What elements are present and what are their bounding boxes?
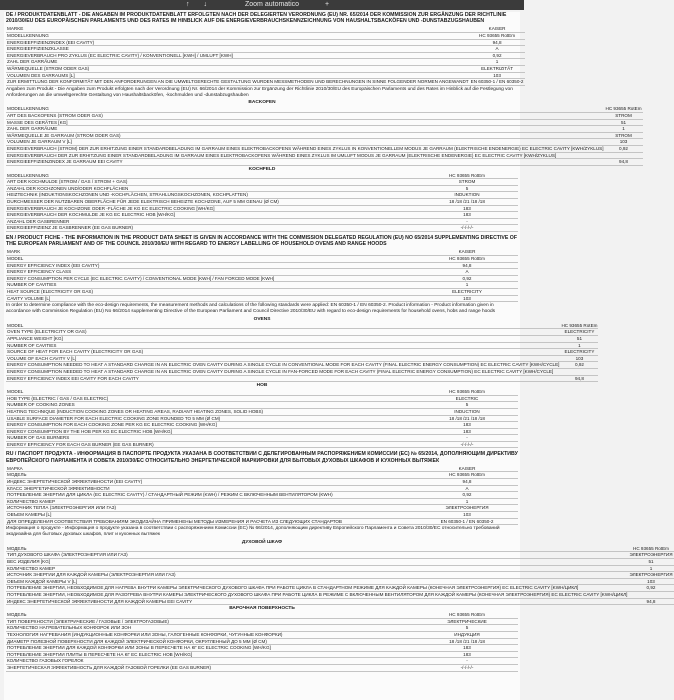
row-value: 103 bbox=[470, 72, 525, 79]
row-label: ENERGY CONSUMPTION FOR EACH COOKING ZONE PER KG EC ELECTRIC COOKING [WH/KG] bbox=[6, 422, 416, 429]
table-row bbox=[6, 179, 518, 186]
table-row bbox=[6, 269, 518, 276]
page-nav-arrows[interactable]: ↑ ↓ bbox=[186, 1, 213, 8]
table-row bbox=[6, 422, 518, 429]
table-row bbox=[6, 205, 518, 212]
row-label: ПОТРЕБЛЕНИЕ ЭНЕРГИИ ПЛИТЫ В ПЕРЕСЧЕТЕ НА КГ EC ELECTRIC HOB [WH/KG] bbox=[6, 651, 416, 658]
de-backofen-title: BACKOFEN bbox=[248, 100, 276, 106]
table-row bbox=[6, 256, 518, 263]
row-label: MODEL bbox=[6, 256, 416, 263]
row-value: KAISER bbox=[416, 249, 518, 255]
row-label: USABLE SURFACE DIAMETER FOR EACH ELECTRIC COOKING ZONE ROUNDED TO 5 MM (Ø CM) bbox=[6, 415, 416, 422]
table-row bbox=[6, 428, 518, 435]
row-label: HOB TYPE (ELECTRIC / GAS / GAS ELECTRIC) bbox=[6, 395, 416, 402]
row-value: -/-/-/-/- bbox=[416, 441, 518, 448]
en-note: In order to determine compliance with the eco-design requirements, the measurement methods and calculations of the following standards were applied: EN 60350-1 / EN 60350-2. Product information - Product information given in accordance with Commission Regulation (EU) No 66/2014 supplementing Directive of the European Parliament and Council Directive 2010/30/EU with regard to eco-design requirements for household ovens, hobs and range hoods bbox=[6, 303, 496, 314]
row-value: 5 bbox=[416, 625, 518, 632]
table-row bbox=[6, 472, 518, 479]
row-label: ANZAHL DER GASBRENNER bbox=[6, 218, 416, 225]
row-value: 51 bbox=[605, 119, 643, 126]
row-value: HC 93655 RotEm bbox=[605, 106, 642, 112]
row-value: 103 bbox=[416, 512, 518, 519]
table-row bbox=[6, 126, 643, 133]
row-value: ELECTRIC bbox=[416, 395, 518, 402]
table-row bbox=[6, 79, 525, 86]
row-value: ELECTRICITY bbox=[560, 329, 598, 336]
row-label: ТИП ПОВЕРХНОСТИ (ЭЛЕКТРИЧЕСКИЕ / ГАЗОВЫЕ / ЭЛЕКТРОГАЗОВЫЕ) bbox=[6, 618, 416, 625]
table-row bbox=[6, 375, 598, 382]
table-row bbox=[6, 415, 518, 422]
row-value bbox=[560, 368, 598, 375]
row-label: ИСТОЧНИК ТЕПЛА (ЭЛЕКТРОЭНЕРГИЯ ИЛИ ГАЗ) bbox=[6, 505, 416, 512]
table-row bbox=[6, 159, 643, 166]
row-label: КОЛИЧЕСТВО КАМЕР bbox=[6, 565, 628, 572]
table-row bbox=[6, 479, 518, 486]
en-label-table bbox=[6, 249, 518, 302]
row-label: MARKE bbox=[6, 26, 470, 32]
row-value: 103 bbox=[560, 355, 598, 362]
en-hob-table bbox=[6, 389, 518, 448]
row-value bbox=[605, 152, 643, 159]
row-value: INDUKTION bbox=[416, 192, 518, 199]
row-label: МОДЕЛЬ bbox=[6, 472, 416, 479]
row-value: 0,92 bbox=[416, 275, 518, 282]
table-row bbox=[6, 185, 518, 192]
table-row bbox=[6, 651, 518, 658]
row-label: MARK bbox=[6, 249, 416, 255]
row-label: VOLUMEN DES GARRAUMS [L] bbox=[6, 72, 470, 79]
row-label: ENERGY EFFICIENCY INDEX (EEI CAVITY) bbox=[6, 262, 416, 269]
row-label: MODEL bbox=[6, 389, 416, 395]
row-value: 0,92 bbox=[628, 585, 673, 592]
row-value: ЭЛЕКТРОЭНЕРГИЯ bbox=[416, 505, 518, 512]
ru-label-table bbox=[6, 466, 518, 525]
table-row bbox=[6, 192, 518, 199]
row-value: 94,8 bbox=[560, 375, 598, 382]
table-row bbox=[6, 362, 598, 369]
row-value: A bbox=[470, 46, 525, 53]
row-label: ENERGIEEFFIZIENZ JE GASBRENNER (EE GAS BURNER) bbox=[6, 225, 416, 232]
row-label: ZUR ERMITTLUNG DER KONFORMITÄT MIT DEN ANFORDERUNGEN AN DIE UMWELTGERECHTE GESTALTUNG WURDEN MESSMETHODEN UND BERECHNUNGEN IN SINNE FOLGENDER NORMEN ANGEWANDT bbox=[7, 79, 469, 85]
row-label: ZAHL DER GARRÄUME bbox=[6, 126, 605, 133]
row-value: ELECTRICITY bbox=[416, 289, 518, 296]
row-label: MODELLKENNUNG bbox=[6, 173, 416, 179]
row-label: ИНДЕКС ЭНЕРГЕТИЧЕСКОЙ ЭФФЕКТИВНОСТИ ДЛЯ КАЖДОЙ КАМЕРЫ EEI CAVITY bbox=[6, 598, 628, 605]
row-value: 1 bbox=[416, 498, 518, 505]
row-value: 18 /18 /21 /18 /18 bbox=[416, 638, 518, 645]
en-ovens-table bbox=[6, 323, 598, 382]
row-value: 1 bbox=[605, 126, 643, 133]
table-row bbox=[6, 65, 525, 72]
table-row bbox=[6, 552, 674, 559]
table-row bbox=[6, 505, 518, 512]
de-kochfeld-title: KOCHFELD bbox=[248, 166, 276, 172]
row-label: CAVITY VOLUME [L] bbox=[6, 295, 416, 302]
row-value: 0,92 bbox=[605, 145, 643, 152]
row-value: KAISER bbox=[470, 26, 525, 32]
row-label: HEAT SOURCE (ELECTRICITY OR GAS) bbox=[6, 289, 416, 296]
table-row bbox=[6, 39, 525, 46]
document-page bbox=[4, 12, 673, 700]
row-value: A bbox=[416, 485, 518, 492]
table-row bbox=[6, 408, 518, 415]
row-label: ОБЪЕМ КАМЕРЫ [L] bbox=[6, 512, 416, 519]
table-row bbox=[6, 145, 643, 152]
ru-oven-table bbox=[6, 546, 674, 605]
row-label: МОДЕЛЬ bbox=[6, 612, 416, 618]
row-label: ENERGIEVERBRAUCH (STROM) DER ZUR ERHITZUNG EINER STANDARDBELADUNG IM GARRAUM EINES ELEKTROBACKOFENS WÄHREND EINES ZYKLUS IN KONVENTIONELLEM MODUS JE GARRAUM (ELEKTRISCHE ENDENERGIE) EC ELECTRIC CAVITY [KWH/ZYKLUS] bbox=[7, 145, 604, 151]
en-hob-title: HOB bbox=[256, 383, 268, 389]
table-row bbox=[6, 664, 518, 671]
table-row bbox=[6, 441, 518, 448]
table-row bbox=[6, 342, 598, 349]
row-value: HC 93655 RotEm bbox=[561, 322, 598, 328]
row-value: A bbox=[416, 269, 518, 276]
row-label: ENERGIEVERBRAUCH JE KOCHZONE ODER -FLÄCHE JE KG EC ELECTRIC COOKING [WH/KG] bbox=[6, 205, 416, 212]
ru-hob-table bbox=[6, 612, 518, 671]
table-row bbox=[6, 225, 518, 232]
row-value: ЭЛЕКТРОЭНЕРГИЯ bbox=[629, 552, 673, 558]
row-label: ENERGY CONSUMPTION NEEDED TO HEAT A STANDARD CHARGE IN AN ELECTRIC OVEN CAVITY DURING A SINGLE CYCLE IN CONVENTIONAL MODE FOR EACH CAVITY (FINAL ELECTRIC ENERGY CONSUMPTION) EC ELECTRIC CAVITY [KWH/CYCLE] bbox=[7, 362, 560, 368]
row-label: NUMBER OF CAVITIES bbox=[6, 342, 560, 349]
table-row bbox=[6, 572, 674, 579]
table-row bbox=[6, 33, 525, 40]
table-row bbox=[6, 112, 643, 119]
row-label: МАРКА bbox=[6, 466, 416, 472]
row-label: ANZAHL DER KOCHZONEN UND/ODER KOCHFLÄCHEN bbox=[6, 185, 416, 192]
table-row bbox=[6, 132, 643, 139]
table-row bbox=[6, 598, 674, 605]
row-label: ENERGIEVERBRAUCH DER KOCHMULDE JE KG EC ELECTRIC HOB [WH/KG] bbox=[6, 212, 416, 219]
table-row bbox=[6, 199, 518, 206]
row-value: 5 bbox=[416, 402, 518, 409]
row-value: 18 /18 /21 /18 /18 bbox=[416, 415, 518, 422]
row-value: 51 bbox=[560, 335, 598, 342]
row-label: MODELLKENNUNG bbox=[6, 33, 470, 40]
table-row bbox=[6, 591, 674, 598]
table-row bbox=[6, 282, 518, 289]
row-label: ENERGY CONSUMPTION PER CYCLE (EC ELECTRIC CAVITY) / CONVENTIONAL MODE [KWH] / FAN FORCED MODE [KWH] bbox=[6, 275, 416, 282]
row-value: 0,92 bbox=[416, 492, 518, 499]
row-value: - bbox=[416, 435, 518, 442]
table-row bbox=[6, 295, 518, 302]
row-label: ОБЪЕМ КАЖДОЙ КАМЕРЫ V [L] bbox=[6, 578, 628, 585]
row-value: HC 93655 RotEm bbox=[628, 546, 673, 552]
table-row bbox=[6, 512, 518, 519]
row-label: SOURCE OF HEAT FOR EACH CAVITY (ELECTRICITY OR GAS) bbox=[6, 349, 560, 356]
table-row bbox=[6, 492, 518, 499]
row-value: HC 93655 RotEm bbox=[470, 33, 525, 40]
row-label: КОЛИЧЕСТВО ГАЗОВЫХ ГОРЕЛОК bbox=[6, 658, 416, 665]
table-row bbox=[6, 565, 674, 572]
row-label: ZAHL DER GARRÄUME bbox=[6, 59, 470, 66]
row-value: 103 bbox=[628, 578, 673, 585]
ru-oven-title: ДУХОВОЙ ШКАФ bbox=[241, 539, 283, 545]
table-row bbox=[6, 152, 643, 159]
row-label: OVEN TYPE (ELECTRICITY OR GAS) bbox=[6, 329, 560, 336]
row-value: STROM bbox=[605, 112, 643, 119]
de-intro: DE / PRODUKTDATENBLATT - DIE ANGABEN IM PRODUKTDATENBLATT ERFOLGTEN NACH DER DELEGIERTEN VERORDNUNG (EU) NR. 65/2014 DER KOMMISSION ZUR ERGÄNZUNG DER RICHTLINIE 2010/30/EU DES EUROPÄISCHEN PARLAMENTS UND DES RATES IM HINBLICK AUF DIE ENERGIEVERBRAUCHSKENNZEICHNUNG VON HAUSHALTSBACKÖFEN UND -DUNSTABZUGSHAUBEN bbox=[6, 12, 507, 25]
row-label: APPLIANCE WEIGHT [KG] bbox=[6, 335, 560, 342]
row-label: WÄRMEQUELLE (STROM ODER GAS) bbox=[6, 65, 470, 72]
row-value: 1 bbox=[560, 342, 598, 349]
row-label: NUMBER OF CAVITIES bbox=[6, 282, 416, 289]
row-label: ENERGY CONSUMPTION NEEDED TO HEAT A STANDARD CHARGE IN AN ELECTRIC OVEN CAVITY DURING A SINGLE CYCLE IN FAN-FORCED MODE FOR EACH CAVITY (FINAL ELECTRIC ENERGY CONSUMPTION) EC ELECTRIC CAVITY [KWH/CYCLE] bbox=[6, 368, 560, 375]
row-value: 94,8 bbox=[416, 262, 518, 269]
table-row bbox=[6, 618, 518, 625]
row-value: STROM bbox=[416, 179, 518, 186]
table-row bbox=[6, 518, 518, 525]
row-value: ELEKTRIZITÄT bbox=[470, 65, 525, 72]
viewer-toolbar bbox=[0, 0, 524, 10]
row-value: HC 93655 RotEm bbox=[416, 389, 518, 395]
table-row bbox=[6, 585, 674, 592]
row-value: 1 bbox=[416, 282, 518, 289]
row-value: ELECTRICITY bbox=[560, 349, 598, 356]
table-row bbox=[6, 218, 518, 225]
row-value: 0,92 bbox=[470, 52, 525, 59]
de-kochfeld-table bbox=[6, 173, 518, 232]
row-label: ПОТРЕБЛЕНИЕ ЭНЕРГИИ, НЕОБХОДИМОЕ ДЛЯ НАГРЕВА ВНУТРИ КАМЕРЫ ЭЛЕКТРИЧЕСКОГО ДУХОВОГО ШКАФА ПРИ РАБОТЕ ЦИКЛА В СТАНДАРТНОМ РЕЖИМЕ ДЛЯ КАЖДОЙ КАМЕРЫ (КОНЕЧНАЯ ЭЛЕКТРОЭНЕРГИЯ) EC ELECTRIC CAVITY [KWH/ЦИКЛ] bbox=[6, 585, 628, 592]
table-row bbox=[6, 52, 525, 59]
table-row bbox=[6, 139, 643, 146]
table-row bbox=[6, 329, 598, 336]
table-row bbox=[6, 631, 518, 638]
row-value: 103 bbox=[416, 295, 518, 302]
ru-note: Информация о продукте - Информация о продукте указана в соответствии с распоряжением Комиссии (ЕС) № 66/2014, дополняющим директиву Европейского Парламента и Совета 2010/30/ЕС относительно требований экодизайна для бытовых духовых шкафов, плит и кухонных вытяжек bbox=[6, 526, 500, 538]
en-ovens-title: OVENS bbox=[253, 316, 271, 322]
table-row bbox=[6, 72, 525, 79]
row-value: ИНДУКЦИЯ bbox=[416, 631, 518, 638]
ru-intro: RU / ПАСПОРТ ПРОДУКТА - ИНФОРМАЦИЯ В ПАСПОРТЕ ПРОДУКТА УКАЗАНА В СООТВЕТСТВИИ С ДЕЛЕГИРОВАННЫМ РАСПОРЯЖЕНИЕМ КОМИССИИ (ЕС) № 65/2014, ДОПОЛНЯЮЩИМ ДИРЕКТИВУ ЕВРОПЕЙСКОГО ПАРЛАМЕНТА И СОВЕТА 2010/30/ЕС ОТНОСИТЕЛЬНО ЭНЕРГЕТИЧЕСКОЙ МАРКИРОВКИ ДЛЯ БЫТОВЫХ ДУХОВЫХ ШКАФОВ И КУХОННЫХ ВЫТЯЖЕК bbox=[6, 451, 518, 464]
row-label: ДИАМЕТР ПОЛЕЗНОЙ ПОВЕРХНОСТИ ДЛЯ КАЖДОЙ ЭЛЕКТРИЧЕСКОЙ КОНФОРКИ, ОКРУГЛЕННЫЙ ДО 5 ММ (Ø CM) bbox=[6, 638, 416, 645]
row-value: 94,8 bbox=[605, 159, 643, 166]
table-row bbox=[6, 578, 674, 585]
row-label: КОЛИЧЕСТВО НАГРЕВАТЕЛЬНЫХ КОНФОРОК ИЛИ ЗОН bbox=[6, 625, 416, 632]
row-value: 183 bbox=[416, 651, 518, 658]
row-value: 183 bbox=[416, 212, 518, 219]
row-value: 0,92 bbox=[560, 362, 598, 369]
row-label: ПОТРЕБЛЕНИЕ ЭНЕРГИИ, НЕОБХОДИМОЕ ДЛЯ РАЗОГРЕВА ВНУТРИ КАМЕРЫ ЭЛЕКТРИЧЕСКОГО ДУХОВОГО ШКАФА ПРИ РАБОТЕ ЦИКЛА В РЕЖИМЕ С ВКЛЮЧЕННЫМ ВЕНТИЛЯТОРОМ ДЛЯ КАЖДОЙ КАМЕРЫ (КОНЕЧНАЯ ЭЛЕКТРОЭНЕРГИЯ) EC ELECTRIC CAVITY [KWH/ЦИКЛ] bbox=[7, 591, 628, 597]
table-row bbox=[6, 275, 518, 282]
row-value: INDUCTION bbox=[416, 408, 518, 415]
row-value: EN 60350-1 / EN 60350-2 bbox=[470, 79, 524, 85]
table-row bbox=[6, 349, 598, 356]
row-label: ВЕС ИЗДЕЛИЯ [KG] bbox=[6, 559, 628, 566]
de-label-table bbox=[6, 26, 525, 85]
row-value: -/-/-/-/- bbox=[416, 664, 518, 671]
row-value: 18 /18 /21 /18 /18 bbox=[416, 199, 518, 206]
row-label: ПОТРЕБЛЕНИЕ ЭНЕРГИИ ДЛЯ КАЖДОЙ КОНФОРКИ ИЛИ ЗОНЫ В ПЕРЕСЧЕТЕ НА КГ EC ELECTRIC COOKING [WH/KG] bbox=[6, 645, 416, 652]
row-label: МОДЕЛЬ bbox=[6, 546, 628, 552]
row-value: HC 93655 RotEm bbox=[416, 612, 518, 618]
row-label: MASSE DES GERÄTES [KG] bbox=[6, 119, 605, 126]
row-label: MODEL bbox=[6, 323, 560, 329]
row-value: HC 93655 RotEm bbox=[416, 256, 518, 263]
table-row bbox=[6, 119, 643, 126]
row-label: ИСТОЧНИК ЭНЕРГИИ ДЛЯ КАЖДОЙ КАМЕРЫ (ЭЛЕКТРОЭНЕРГИЯ ИЛИ ГАЗ) bbox=[6, 572, 628, 579]
row-label: NUMBER OF GAS BURNERS bbox=[6, 435, 416, 442]
table-row bbox=[6, 335, 598, 342]
table-row bbox=[6, 289, 518, 296]
table-row bbox=[6, 46, 525, 53]
row-label: ЭНЕРГЕТИЧЕСКАЯ ЭФФЕКТИВНОСТЬ ДЛЯ КАЖДОЙ ГАЗОВОЙ ГОРЕЛКИ (EE GAS BURNER) bbox=[6, 664, 416, 671]
row-value: 94,8 bbox=[628, 598, 673, 605]
row-label: VOLUME OF EACH CAVITY V [L] bbox=[6, 355, 560, 362]
row-label: HEATING TECHNIQUE (INDUCTION COOKING ZONES OR HEATING AREAS, RADIANT HEATING ZONES, SOLID HOBS) bbox=[6, 408, 416, 415]
table-row bbox=[6, 368, 598, 375]
row-value: 1 bbox=[470, 59, 525, 66]
table-row bbox=[6, 59, 525, 66]
row-label: ENERGY EFFICIENCY INDEX EEI CAVITY FOR EACH CAVITY bbox=[6, 375, 560, 382]
row-value: 183 bbox=[416, 645, 518, 652]
row-value: EN 60350-1 / EN 60350-2 bbox=[416, 518, 518, 525]
row-value: 103 bbox=[605, 139, 643, 146]
row-label: КЛАСС ЭНЕРГЕТИЧЕСКОЙ ЭФФЕКТИВНОСТИ bbox=[6, 485, 416, 492]
row-value: HC 93655 RotEm bbox=[416, 472, 518, 479]
row-label: ENERGIEEFFIZIENZKLASSE bbox=[6, 46, 470, 53]
table-row bbox=[6, 355, 598, 362]
row-value: 1 bbox=[628, 565, 673, 572]
table-row bbox=[6, 625, 518, 632]
row-label: ART DES BACKOFENS (STROM ODER GAS) bbox=[6, 112, 605, 119]
table-row bbox=[6, 658, 518, 665]
de-backofen-table bbox=[6, 106, 643, 165]
row-label: ТИП ДУХОВОГО ШКАФА (ЭЛЕКТРОЭНЕРГИЯ ИЛИ ГАЗ) bbox=[6, 552, 628, 559]
row-label: WÄRMEQUELLE JE GARRAUM (STROM ODER GAS) bbox=[6, 132, 605, 139]
row-label: ENERGIEVERBRAUCH DER ZUR ERHITZUNG EINER STANDARDBELADUNG IM GARRAUM EINES ELEKTROBACKOFENS WÄHREND EINES ZYKLUS IM UMLUFT MODUS JE GARRAUM (ELEKTRISCHE ENDENERGIE) EC ELECTRIC CAVITY [KWH/ZYKLUS] bbox=[6, 152, 605, 159]
row-value: 183 bbox=[416, 428, 518, 435]
row-label: КОЛИЧЕСТВО КАМЕР bbox=[6, 498, 416, 505]
table-row bbox=[6, 212, 518, 219]
row-value: -/-/-/-/- bbox=[416, 225, 518, 232]
row-label: ENERGY EFFICIENCY FOR EACH GAS BURNER (EE GAS BURNER) bbox=[6, 441, 416, 448]
row-label: ART DER KOCHMULDE (STROM / GAS / STROM + GAS) bbox=[6, 179, 416, 186]
row-value: STROM bbox=[605, 132, 643, 139]
row-label: MODELLKENNUNG bbox=[6, 106, 605, 112]
row-value: 183 bbox=[416, 422, 518, 429]
row-value: 94,8 bbox=[416, 479, 518, 486]
table-row bbox=[6, 498, 518, 505]
row-value: 183 bbox=[416, 205, 518, 212]
row-value bbox=[628, 591, 673, 598]
ru-hob-title: ВАРОЧНАЯ ПОВЕРХНОСТЬ bbox=[229, 606, 295, 612]
table-row bbox=[6, 645, 518, 652]
zoom-select[interactable]: Zoom automatico bbox=[245, 1, 300, 8]
row-label: DURCHMESSER DER NUTZBAREN OBERFLÄCHE FÜR JEDE ELEKTRISCH BEHEIZTE KOCHZONE, AUF 5 MM GENAU (Ø CM) bbox=[6, 199, 416, 206]
table-row bbox=[6, 485, 518, 492]
row-label: ENERGY EFFICIENCY CLASS bbox=[6, 269, 416, 276]
table-row bbox=[6, 638, 518, 645]
row-value: - bbox=[416, 658, 518, 665]
table-row bbox=[6, 559, 674, 566]
row-value: KAISER bbox=[416, 466, 518, 472]
row-value: ЭЛЕКТРИЧЕСКИЕ bbox=[416, 618, 518, 625]
row-value: 51 bbox=[628, 559, 673, 566]
de-note: Angaben zum Produkt - Die Angaben zum Produkt erfolgten nach der Verordnung (EU) Nr. 66/2014 der Kommission zur Ergänzung der Richtlinie 2010/30/EU des Europäischen Parlaments und des Rates im Hinblick auf die Festlegung von Anforderungen an die umweltgerechte Gestaltung von Haushaltsbacköfen, -kochmulden und -dunstabzugshauben bbox=[6, 86, 513, 98]
zoom-in-button[interactable]: + bbox=[325, 1, 330, 8]
row-label: VOLUMEN JE GARRAUM V [L] bbox=[6, 139, 605, 146]
row-label: ENERGIEEFFIZIENZINDEX JE GARRAUM EEI CAVITY bbox=[6, 159, 605, 166]
row-value: ЭЛЕКТРОЭНЕРГИЯ bbox=[629, 572, 673, 578]
table-row bbox=[6, 402, 518, 409]
row-value: HC 93655 RotEm bbox=[416, 173, 518, 179]
row-label: ПОТРЕБЛЕНИЕ ЭНЕРГИИ ДЛЯ ЦИКЛА (EC ELECTRIC CAVITY) / СТАНДАРТНЫЙ РЕЖИМ (KWH) / РЕЖИМ С ВКЛЮЧЕННЫМ ВЕНТИЛЯТОРОМ (KWH) bbox=[6, 492, 416, 499]
row-label: ТЕХНОЛОГИЯ НАГРЕВАНИЯ (ИНДУКЦИОННЫЕ КОНФОРКИ ИЛИ ЗОНЫ, ГАЛОГЕННЫЕ КОНФОРКИ, ЧУГУННЫЕ КОНФОРКИ) bbox=[6, 631, 416, 638]
table-row bbox=[6, 435, 518, 442]
row-value: 94,8 bbox=[470, 39, 525, 46]
row-value: 5 bbox=[416, 185, 518, 192]
row-label: ИНДЕКС ЭНЕРГЕТИЧЕСКОЙ ЭФФЕКТИВНОСТИ (EEI CAVITY) bbox=[6, 479, 416, 486]
row-label: NUMBER OF COOKING ZONES bbox=[6, 402, 416, 409]
table-row bbox=[6, 262, 518, 269]
row-label: ДЛЯ ОПРЕДЕЛЕНИЯ СООТВЕТСТВИЯ ТРЕБОВАНИЯМ ЭКОДИЗАЙНА ПРИМЕНЕНЫ МЕТОДЫ ИЗМЕРЕНИЯ И РАСЧЕТА ИЗ СЛЕДУЮЩИХ СТАНДАРТОВ bbox=[6, 518, 416, 525]
en-intro: EN / PRODUCT FICHE - THE INFORMATION IN THE PRODUCT DATA SHEET IS GIVEN IN ACCORDANCE WITH THE COMMISSION DELEGATED REGULATION (EU) NO 65/2014 SUPPLEMENTING DIRECTIVE OF THE EUROPEAN PARLIAMENT AND OF THE COUNCIL 2010/30/EU WITH REGARD TO ENERGY LABELLING OF HOUSEHOLD OVENS AND RANGE HOODS bbox=[6, 235, 517, 248]
row-value: - bbox=[416, 218, 518, 225]
table-row bbox=[6, 395, 518, 402]
row-label: ENERGIEVERBRAUCH PRO ZYKLUS (EC ELECTRIC CAVITY) / KONVENTIONELL [KWH] / UMLUFT [KWH] bbox=[6, 52, 470, 59]
row-label: ENERGY CONSUMPTION BY THE HOB PER KG EC ELECTRIC HOB [WH/KG] bbox=[6, 428, 416, 435]
row-label: HEIZTECHNIK (INDUKTIONSKOCHZONEN UND -KOCHFLÄCHEN, STRAHLUNGSKOCHZONEN, KOCHPLATTEN) bbox=[6, 192, 416, 199]
row-label: ENERGIEEFFIZIENZINDEX (EEI CAVITY) bbox=[6, 39, 470, 46]
